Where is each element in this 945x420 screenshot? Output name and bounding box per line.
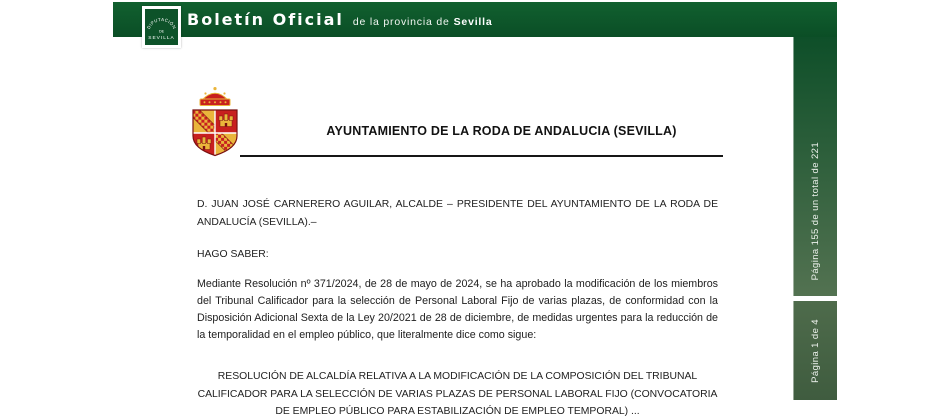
logo-de-text: DE — [159, 29, 164, 34]
heading-rule — [240, 155, 723, 157]
diputacion-sevilla-logo[interactable] — [142, 6, 181, 48]
brand-link[interactable] — [187, 10, 493, 29]
logo-arc-text: DIPUTACIÓN — [145, 16, 178, 30]
site-header-bar — [113, 2, 837, 37]
svg-text:DIPUTACIÓN — [146, 17, 177, 30]
page-tab-current-label: Página 1 de 4 — [810, 318, 821, 383]
coat-of-arms-la-roda — [186, 86, 244, 158]
page-tab-total[interactable] — [793, 37, 837, 296]
document-heading: AYUNTAMIENTO DE LA RODA DE ANDALUCIA (SEVILLA) — [326, 124, 677, 138]
brand-title: Boletín Oficial — [187, 10, 344, 29]
logo-sevilla-text: SEVILLA — [148, 36, 175, 41]
diputacion-seal-icon — [145, 9, 178, 45]
brand-subtitle: de la provincia de — [352, 16, 450, 28]
paragraph-hago-saber: HAGO SABER: — [197, 249, 269, 261]
crown-icon — [200, 87, 230, 106]
paragraph-resolution-title: RESOLUCIÓN DE ALCALDÍA RELATIVA A LA MODIFICACIÓN DE LA COMPOSICIÓN DEL TRIBUNAL CALIFICADOR PARA LA SELECCIÓN DE VARIAS PLAZAS DE PERSONAL LABORAL FIJO (CONVOCATORIA DE EMPLEO PÚBLICO PARA ESTABILIZACIÓN DE EMPLEO TEMPORAL) ... — [197, 371, 718, 417]
page-tab-current[interactable] — [793, 301, 837, 400]
shield-quarters — [188, 106, 241, 158]
page-tab-total-label: Página 155 de un total de 221 — [810, 141, 821, 280]
paragraph-mayor-intro: D. JUAN JOSÉ CARNERERO AGUILAR, ALCALDE – PRESIDENTE DEL AYUNTAMIENTO DE LA RODA DE ANDALUCÍA (SEVILLA).– — [197, 199, 718, 228]
brand-province: Sevilla — [453, 16, 493, 28]
paragraph-resolution-summary: Mediante Resolución nº 371/2024, de 28 de mayo de 2024, se ha aprobado la modificación de los miembros del Tribunal Calificador para la selección de Personal Laboral Fijo de varias plazas, de conformidad con la Disposición Adicional Sexta de la Ley 20/2021 de 28 de diciembre, de medidas urgentes para la reducción de la temporalidad en el empleo público, que literalmente dice como sigue: — [197, 277, 718, 342]
